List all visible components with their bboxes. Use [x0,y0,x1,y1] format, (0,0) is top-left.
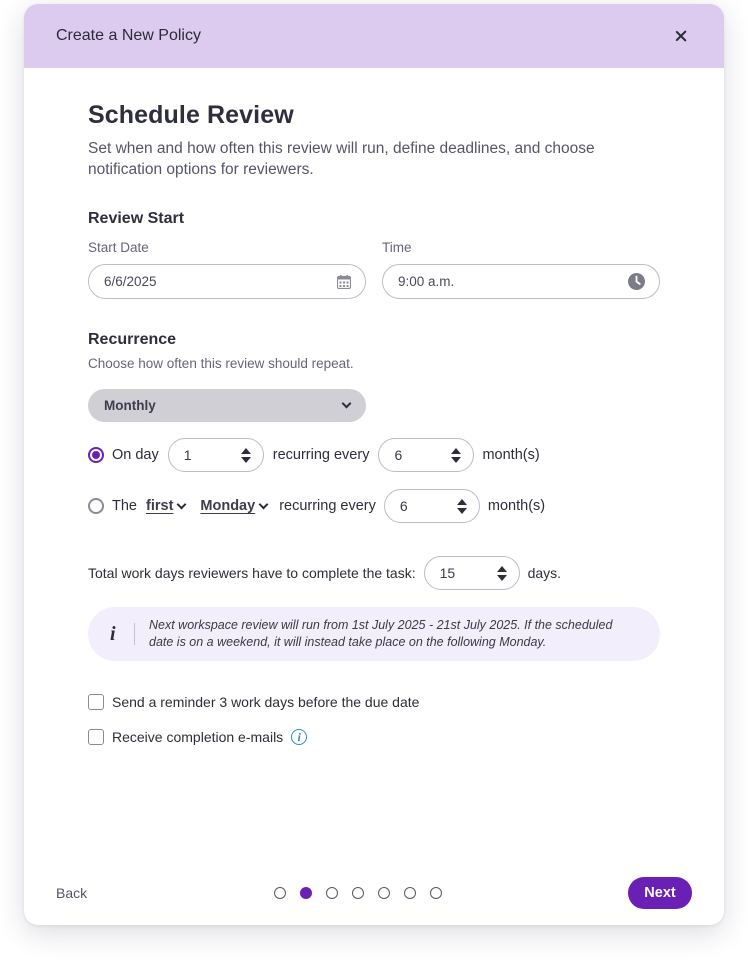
stepper-arrows-icon[interactable] [451,448,461,463]
months-stepper[interactable] [378,438,474,472]
months-suffix: month(s) [482,447,540,463]
radio-on-day[interactable] [88,447,104,463]
stepper-arrows-icon[interactable] [497,566,507,581]
on-day-label: On day [112,447,159,463]
step-dot-3[interactable] [326,887,338,899]
weekday-select[interactable] [200,498,267,514]
deadline-stepper-value: 15 [439,565,456,581]
deadline-stepper[interactable] [424,556,520,590]
calendar-icon[interactable] [337,275,351,289]
clock-icon[interactable] [628,273,645,290]
review-start-title: Review Start [88,210,185,227]
step-dot-6[interactable] [404,887,416,899]
chevron-down-icon [177,499,187,509]
close-icon[interactable] [670,25,692,47]
info-text [149,617,612,651]
modal-header [24,4,724,68]
ordinal-select[interactable] [146,498,185,514]
completion-label: Receive completion e-mails [112,729,284,745]
deadline-suffix: days. [527,565,562,581]
reminder-label: Send a reminder 3 work days before the due date [112,694,420,710]
recurring-every-label: recurring every [272,447,370,463]
next-button[interactable]: Next [628,877,692,909]
page-description: Set when and how often this review will run, define deadlines, and choose notification options for reviewers. [88,140,595,178]
frequency-select[interactable] [88,389,366,422]
step-indicator [274,887,442,899]
recurring-every-label-2: recurring every [279,498,376,514]
recurrence-title: Recurrence [88,331,177,348]
start-date-value: 6/6/2025 [104,274,157,289]
info-circle-icon[interactable]: i [291,729,307,745]
radio-weekday[interactable] [88,498,104,514]
info-line-2: date is on a weekend, it will instead take place on the following Monday. [149,635,547,649]
day-stepper-value: 1 [183,447,192,463]
chevron-down-icon [342,399,352,409]
months-stepper-2-value: 6 [399,498,408,514]
time-field[interactable] [382,264,660,299]
time-label: Time [382,240,412,255]
months-suffix-2: month(s) [487,498,546,514]
step-dot-7[interactable] [430,887,442,899]
day-stepper[interactable] [168,438,264,472]
recurrence-help: Choose how often this review should repeat. [88,356,354,371]
deadline-row [88,555,561,591]
step-dot-2[interactable] [300,887,312,899]
step-dot-5[interactable] [378,887,390,899]
modal-title: Create a New Policy [56,27,201,44]
step-dot-4[interactable] [352,887,364,899]
stepper-arrows-icon[interactable] [241,448,251,463]
divider [134,623,135,645]
completion-checkbox[interactable] [88,729,104,745]
start-date-field[interactable] [88,264,366,299]
reminder-checkbox[interactable] [88,694,104,710]
stepper-arrows-icon[interactable] [457,499,467,514]
reminder-option [88,694,419,710]
completion-option [88,729,307,745]
chevron-down-icon [259,499,269,509]
create-policy-modal [24,4,724,925]
months-stepper-2[interactable] [384,489,480,523]
deadline-label: Total work days reviewers have to complete the task: [88,565,416,581]
the-label: The [112,498,137,514]
recurrence-option-weekday [88,488,545,524]
info-icon: i [110,622,116,645]
modal-footer [24,877,724,909]
page-title: Schedule Review [88,101,294,129]
start-date-label: Start Date [88,240,149,255]
ordinal-value: first [146,498,174,514]
time-value: 9:00 a.m. [398,274,455,289]
info-line-1: Next workspace review will run from 1st July 2025 - 21st July 2025. If the scheduled [149,618,613,632]
schedule-info-box [88,607,660,661]
recurrence-option-day [88,437,540,473]
step-dot-1[interactable] [274,887,286,899]
back-link[interactable]: Back [56,885,88,901]
frequency-value: Monthly [104,398,156,413]
months-stepper-value: 6 [394,447,403,463]
weekday-value: Monday [200,498,256,514]
